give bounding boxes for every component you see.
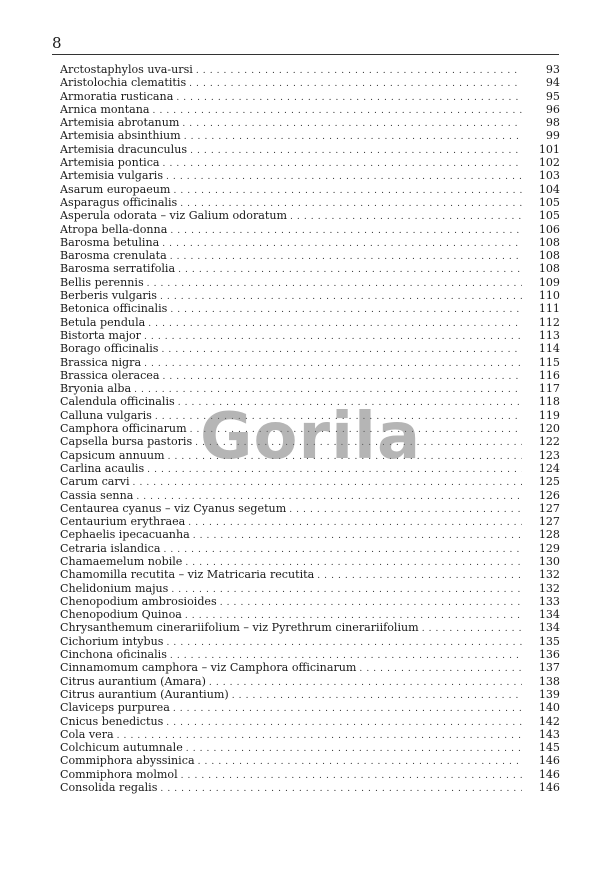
dot-leader [166,637,522,648]
entry-page-number: 101 [538,142,560,156]
toc-entry [60,781,560,794]
entry-page-number: 120 [538,422,560,436]
entry-name: Cichorium intybus [60,634,164,648]
toc-entry [60,262,560,275]
entry-name: Capsella bursa pastoris [60,435,193,449]
toc-entry [60,741,560,754]
toc-entry [60,356,560,369]
entry-page-number: 132 [538,581,560,595]
toc-entry [60,462,560,475]
entry-page-number: 134 [538,621,560,635]
entry-page-number: 106 [538,222,560,236]
entry-page-number: 143 [538,727,560,741]
toc-entry [60,409,560,422]
entry-name: Arnica montana [60,102,150,116]
entry-name: Chamomilla recutita – viz Matricaria recutita [60,568,315,582]
entry-name: Aristolochia clematitis [60,76,187,90]
entry-name: Asperula odorata – viz Galium odoratum [60,209,288,223]
toc-entry [60,156,560,169]
dot-leader [170,304,522,315]
toc-entry [60,728,560,741]
entry-page-number: 95 [545,89,560,103]
dot-leader [196,65,522,76]
entry-name: Betonica officinalis [60,302,168,316]
entry-name: Barosma crenulata [60,249,167,263]
entry-page-number: 104 [538,182,560,196]
toc-entry [60,449,560,462]
entry-page-number: 142 [538,714,560,728]
toc-entry [60,768,560,781]
header-rule [52,54,559,55]
dot-leader [144,358,522,369]
dot-leader [289,504,522,515]
toc-entry [60,289,560,302]
entry-page-number: 114 [538,342,560,356]
dot-leader [133,477,522,488]
entry-page-number: 124 [538,461,560,475]
toc-entry [60,661,560,674]
toc-entry [60,103,560,116]
dot-leader [185,610,522,621]
entry-name: Artemisia pontica [60,156,160,170]
dot-leader [148,318,522,329]
dot-leader [166,717,522,728]
dot-leader [422,623,522,634]
entry-page-number: 102 [538,156,560,170]
entry-name: Citrus aurantium (Aurantium) [60,687,229,701]
entry-page-number: 115 [538,355,560,369]
entry-name: Artemisia vulgaris [60,169,164,183]
toc-entry [60,595,560,608]
dot-leader [209,677,522,688]
toc-entry [60,90,560,103]
dot-leader [173,185,522,196]
entry-page-number: 105 [538,195,560,209]
entry-name: Capsicum annuum [60,448,165,462]
entry-page-number: 132 [538,568,560,582]
toc-entry [60,116,560,129]
entry-name: Centaurea cyanus – viz Cyanus segetum [60,501,287,515]
toc-entry [60,129,560,142]
dot-leader [170,225,522,236]
entry-page-number: 127 [538,515,560,529]
dot-leader [220,597,522,608]
entry-name: Chenopodium ambrosioides [60,594,217,608]
toc-entry [60,489,560,502]
toc-entry [60,754,560,767]
dot-leader [160,783,522,794]
entry-page-number: 128 [538,528,560,542]
entry-name: Borago officinalis [60,342,159,356]
page-number: 8 [52,34,62,52]
dot-leader [232,690,522,701]
entry-page-number: 108 [538,235,560,249]
entry-name: Chenopodium Quinoa [60,608,182,622]
dot-leader [168,451,522,462]
dot-leader [161,344,522,355]
toc-entry [60,475,560,488]
entry-name: Cephaelis ipecacuanha [60,528,190,542]
entry-page-number: 111 [538,302,560,316]
entry-page-number: 118 [538,395,560,409]
toc-entry [60,316,560,329]
dot-leader [176,92,522,103]
dot-leader [317,570,522,581]
entry-name: Carlina acaulis [60,461,145,475]
entry-name: Commiphora molmol [60,767,178,781]
toc-entry [60,542,560,555]
dot-leader [290,211,522,222]
entry-page-number: 105 [538,209,560,223]
entry-name: Cassia senna [60,488,134,502]
entry-page-number: 146 [538,767,560,781]
entry-name: Artemisia dracunculus [60,142,188,156]
entry-name: Asparagus officinalis [60,195,178,209]
entry-page-number: 96 [545,102,560,116]
dot-leader [189,78,522,89]
entry-page-number: 146 [538,781,560,795]
toc-entry [60,196,560,209]
entry-name: Armoratia rusticana [60,89,174,103]
toc-entry [60,329,560,342]
entry-name: Cola vera [60,727,114,741]
entry-name: Consolida regalis [60,781,158,795]
entry-page-number: 145 [538,741,560,755]
entry-page-number: 134 [538,608,560,622]
toc-entry [60,608,560,621]
toc-entry [60,568,560,581]
toc-entry [60,502,560,515]
dot-leader [147,464,522,475]
toc-entry [60,555,560,568]
dot-leader [170,650,522,661]
dot-leader [181,770,522,781]
entry-page-number: 110 [538,289,560,303]
entry-name: Bellis perennis [60,275,144,289]
entry-page-number: 93 [545,63,560,76]
dot-leader [171,584,522,595]
entry-name: Barosma serratifolia [60,262,176,276]
entry-page-number: 116 [538,368,560,382]
dot-leader [153,105,522,116]
dot-leader [117,730,522,741]
toc-entry [60,169,560,182]
entry-page-number: 117 [538,382,560,396]
entry-page-number: 94 [545,76,560,90]
toc-entry [60,382,560,395]
dot-leader [195,437,522,448]
entry-name: Cnicus benedictus [60,714,164,728]
entry-page-number: 137 [538,661,560,675]
dot-leader [184,131,522,142]
toc-entry [60,236,560,249]
entry-name: Bistorta major [60,328,141,342]
entry-page-number: 140 [538,701,560,715]
toc-entry [60,249,560,262]
dot-leader [160,291,522,302]
entry-name: Centaurium erythraea [60,515,186,529]
entry-page-number: 135 [538,634,560,648]
entry-name: Asarum europaeum [60,182,171,196]
entry-name: Colchicum autumnale [60,741,183,755]
entry-name: Chelidonium majus [60,581,169,595]
entry-name: Berberis vulgaris [60,289,157,303]
dot-leader [185,557,522,568]
entry-name: Commiphora abyssinica [60,754,195,768]
entry-name: Atropa bella-donna [60,222,168,236]
entry-page-number: 119 [538,408,560,422]
dot-leader [186,743,522,754]
entry-name: Camphora officinarum [60,422,187,436]
dot-leader [198,756,522,767]
entry-name: Artemisia absinthium [60,129,181,143]
dot-leader [163,544,522,555]
dot-leader [182,118,522,129]
toc-entry [60,528,560,541]
dot-leader [359,663,522,674]
toc-entry [60,395,560,408]
entry-name: Cinchona oficinalis [60,648,167,662]
entry-name: Bryonia alba [60,382,132,396]
entry-name: Chrysanthemum cinerariifolium – viz Pyrethrum cinerariifolium [60,621,419,635]
entry-page-number: 126 [538,488,560,502]
dot-leader [190,424,522,435]
dot-leader [134,384,522,395]
table-of-contents [60,63,560,794]
entry-page-number: 103 [538,169,560,183]
dot-leader [190,145,522,156]
entry-page-number: 108 [538,249,560,263]
entry-page-number: 127 [538,501,560,515]
toc-entry [60,63,560,76]
entry-page-number: 98 [545,116,560,130]
entry-page-number: 113 [538,328,560,342]
dot-leader [178,264,522,275]
dot-leader [173,703,522,714]
entry-page-number: 99 [545,129,560,143]
entry-name: Claviceps purpurea [60,701,170,715]
dot-leader [163,158,522,169]
entry-name: Betula pendula [60,315,146,329]
dot-leader [155,411,522,422]
toc-entry [60,648,560,661]
dot-leader [162,371,522,382]
dot-leader [166,171,522,182]
entry-page-number: 146 [538,754,560,768]
entry-name: Citrus aurantium (Amara) [60,674,206,688]
dot-leader [147,278,522,289]
toc-entry [60,422,560,435]
watermark-logo: Gorila [200,400,422,474]
entry-name: Cetraria islandica [60,541,161,555]
dot-leader [144,331,522,342]
dot-leader [188,517,522,528]
toc-entry [60,715,560,728]
toc-entry [60,582,560,595]
toc-entry [60,223,560,236]
entry-page-number: 108 [538,262,560,276]
entry-page-number: 130 [538,554,560,568]
dot-leader [178,397,522,408]
entry-page-number: 138 [538,674,560,688]
entry-page-number: 136 [538,648,560,662]
toc-entry [60,342,560,355]
toc-entry [60,209,560,222]
toc-entry [60,515,560,528]
dot-leader [162,238,522,249]
entry-page-number: 123 [538,448,560,462]
entry-name: Arctostaphylos uva-ursi [60,63,193,76]
entry-name: Chamaemelum nobile [60,554,183,568]
entry-name: Carum carvi [60,475,130,489]
entry-name: Calluna vulgaris [60,408,152,422]
toc-entry [60,76,560,89]
entry-name: Brassica oleracea [60,368,160,382]
entry-name: Cinnamomum camphora – viz Camphora officinarum [60,661,357,675]
dot-leader [193,530,522,541]
entry-page-number: 125 [538,475,560,489]
entry-name: Brassica nigra [60,355,142,369]
toc-entry [60,675,560,688]
entry-name: Artemisia abrotanum [60,116,180,130]
entry-name: Barosma betulina [60,235,160,249]
entry-page-number: 129 [538,541,560,555]
entry-page-number: 122 [538,435,560,449]
toc-entry [60,276,560,289]
toc-entry [60,143,560,156]
toc-entry [60,635,560,648]
toc-entry [60,701,560,714]
toc-entry [60,435,560,448]
entry-page-number: 112 [538,315,560,329]
dot-leader [136,491,522,502]
toc-entry [60,688,560,701]
dot-leader [170,251,522,262]
toc-entry [60,302,560,315]
entry-page-number: 133 [538,594,560,608]
entry-page-number: 109 [538,275,560,289]
toc-entry [60,183,560,196]
toc-entry [60,369,560,382]
entry-page-number: 139 [538,687,560,701]
entry-name: Calendula officinalis [60,395,175,409]
dot-leader [180,198,522,209]
toc-entry [60,621,560,634]
